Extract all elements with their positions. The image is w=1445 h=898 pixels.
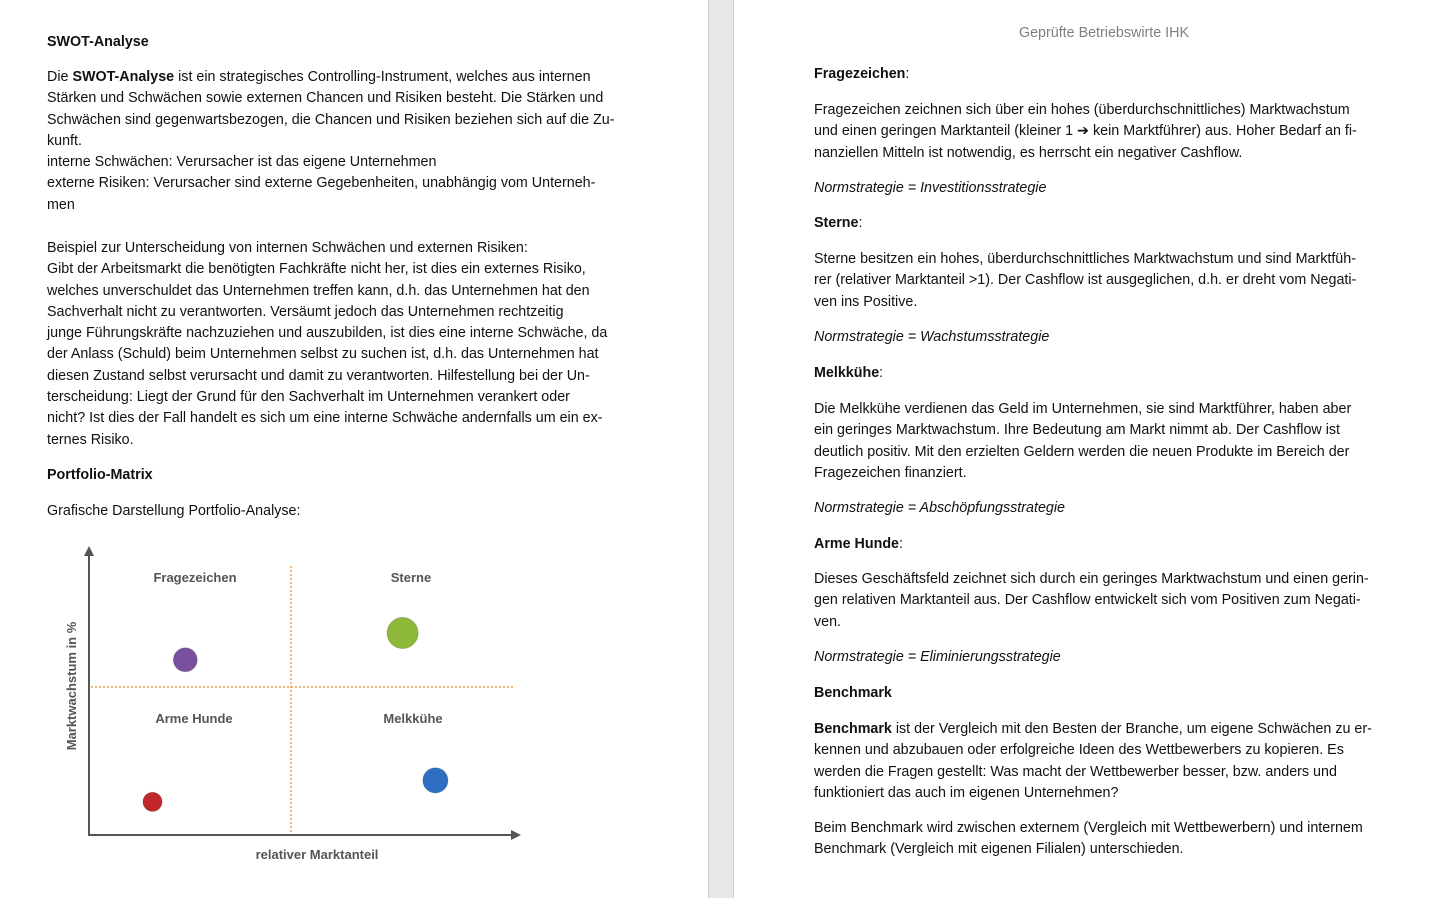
paragraph-line: deutlich positiv. Mit den erzielten Geldern werden die neuen Produkte im Bereich der xyxy=(814,443,1350,460)
data-point-fragezeichen xyxy=(173,648,197,672)
example-line: welches unverschuldet das Unternehmen treffen kann, d.h. das Unternehmen hat den xyxy=(47,282,590,299)
paragraph-line: ein geringes Marktwachstum. Ihre Bedeutung am Markt nimmt ab. Der Cashflow ist xyxy=(814,422,1341,439)
paragraph-line: Die Melkkühe verdienen das Geld im Unternehmen, sie sind Marktführer, haben aber xyxy=(814,401,1352,417)
example-paragraph xyxy=(47,238,632,451)
swot-line xyxy=(47,67,632,88)
section-heading-melkkuehe xyxy=(814,363,1399,384)
section-heading-fragezeichen xyxy=(814,64,1399,85)
swot-line: men xyxy=(47,196,75,213)
swot-intro-rest: ist ein strategisches Controlling-Instrument, welches aus internen xyxy=(174,69,591,85)
swot-line: Schwächen sind gegenwartsbezogen, die Chancen und Risiken beziehen sich auf die Zu- xyxy=(47,111,615,128)
swot-line: Stärken und Schwächen sowie externen Chancen und Risiken besteht. Die Stärken und xyxy=(47,90,604,107)
portfolio-matrix-chart xyxy=(55,540,535,870)
portfolio-heading: Portfolio-Matrix xyxy=(47,467,153,483)
paragraph-line: Beim Benchmark wird zwischen externem (Vergleich mit Wettbewerbern) und internem xyxy=(814,820,1363,836)
heading-text: Melkkühe xyxy=(814,365,880,381)
y-axis-label: Marktwachstum in % xyxy=(64,621,79,751)
swot-paragraph xyxy=(47,67,632,216)
benchmark-line1-rest: ist der Vergleich mit den Besten der Branche, um eigene Schwächen zu er- xyxy=(891,721,1372,737)
heading-text: Sterne xyxy=(814,215,859,231)
paragraph-line: funktioniert das auch im eigenen Unternehmen? xyxy=(814,784,1119,801)
quadrant-label-melkkuehe: Melkkühe xyxy=(383,711,443,726)
document-page-right xyxy=(734,0,1445,898)
benchmark-paragraph-2 xyxy=(814,818,1399,861)
example-line: der Anlass (Schuld) beim Unternehmen selbst zu suchen ist, d.h. das Unternehmen hat xyxy=(47,346,599,363)
heading-colon: : xyxy=(905,66,910,82)
portfolio-intro: Grafische Darstellung Portfolio-Analyse: xyxy=(47,503,301,519)
paragraph-line: Benchmark (Vergleich mit eigenen Filialen) unterschieden. xyxy=(814,841,1184,858)
swot-line: externe Risiken: Verursacher sind externe Gegebenheiten, unabhängig vom Unterneh- xyxy=(47,175,596,192)
data-point-melkkuehe xyxy=(423,768,448,793)
paragraph-line: nanziellen Mitteln ist notwendig, es herrscht ein negativer Cashflow. xyxy=(814,144,1243,161)
section-heading-sterne xyxy=(814,213,1399,234)
x-axis-label: relativer Marktanteil xyxy=(255,847,379,862)
data-point-sterne xyxy=(387,617,418,648)
example-line: ternes Risiko. xyxy=(47,431,134,448)
document-page-left xyxy=(0,0,708,898)
normstrategie-sterne: Normstrategie = Wachstumsstrategie xyxy=(814,329,1050,345)
arme-hunde-paragraph xyxy=(814,569,1399,633)
paragraph-line: kennen und abzubauen oder erfolgreiche Ideen des Wettbewerbers zu kopieren. Es xyxy=(814,742,1344,759)
heading-text: Arme Hunde xyxy=(814,536,899,552)
paragraph-line xyxy=(814,719,1399,740)
paragraph-line: gen relativen Marktanteil aus. Der Cashflow entwickelt sich vom Positiven zum Negati- xyxy=(814,592,1361,609)
swot-intro-bold: SWOT-Analyse xyxy=(72,69,175,85)
y-axis-arrowhead xyxy=(84,546,94,556)
running-header: Geprüfte Betriebswirte IHK xyxy=(1018,25,1190,41)
swot-line: interne Schwächen: Verursacher ist das eigene Unternehmen xyxy=(47,154,437,171)
quadrant-label-fragezeichen: Fragezeichen xyxy=(153,570,237,585)
quadrant-label-sterne: Sterne xyxy=(390,570,432,585)
heading-colon: : xyxy=(879,365,884,381)
example-line: Beispiel zur Unterscheidung von internen Schwächen und externen Risiken: xyxy=(47,240,528,256)
benchmark-paragraph xyxy=(814,719,1399,804)
data-point-arme-hunde xyxy=(143,792,162,811)
example-line: Gibt der Arbeitsmarkt die benötigten Fachkräfte nicht her, ist dies ein externes Risiko, xyxy=(47,261,586,278)
example-line: nicht? Ist dies der Fall handelt es sich um eine interne Schwäche andernfalls um ein ex- xyxy=(47,410,603,427)
swot-line: kunft. xyxy=(47,132,82,149)
heading-colon: : xyxy=(899,536,903,552)
quadrant-label-arme-hunde: Arme Hunde xyxy=(155,711,233,726)
fragezeichen-paragraph xyxy=(814,100,1399,164)
paragraph-line: ven ins Positive. xyxy=(814,293,918,310)
paragraph-line: Fragezeichen finanziert. xyxy=(814,464,967,481)
paragraph-line: werden die Fragen gestellt: Was macht der Wettbewerber besser, bzw. anders und xyxy=(814,763,1337,780)
page-gutter xyxy=(708,0,734,898)
normstrategie-fragezeichen: Normstrategie = Investitionsstrategie xyxy=(814,180,1047,196)
section-heading-benchmark: Benchmark xyxy=(814,685,892,701)
heading-colon: : xyxy=(858,215,863,231)
paragraph-line: und einen geringen Marktanteil (kleiner 1 ➔ kein Marktführer) aus. Hoher Bedarf an fi- xyxy=(814,123,1357,140)
x-axis-arrowhead xyxy=(511,830,521,840)
swot-intro-prefix: Die xyxy=(47,69,73,85)
swot-heading: SWOT-Analyse xyxy=(47,34,149,50)
example-line: Sachverhalt nicht zu verantworten. Versäumt jedoch das Unternehmen rechtzeitig xyxy=(47,303,564,320)
paragraph-line: Sterne besitzen ein hohes, überdurchschnittliches Marktwachstum und sind Marktfüh- xyxy=(814,251,1356,267)
paragraph-line: ven. xyxy=(814,613,842,630)
paragraph-line: Fragezeichen zeichnen sich über ein hohes (überdurchschnittliches) Marktwachstum xyxy=(814,102,1350,118)
normstrategie-melkkuehe: Normstrategie = Abschöpfungsstrategie xyxy=(814,500,1065,516)
example-line: terscheidung: Liegt der Grund für den Sachverhalt im Unternehmen verankert oder xyxy=(47,389,570,406)
example-line: junge Führungskräfte nachzuziehen und auszubilden, ist dies eine interne Schwäche, da xyxy=(47,325,608,342)
section-heading-arme-hunde xyxy=(814,534,1399,555)
paragraph-line: Dieses Geschäftsfeld zeichnet sich durch ein geringes Marktwachstum und einen gerin- xyxy=(814,571,1369,587)
paragraph-line: rer (relativer Marktanteil >1). Der Cashflow ist ausgeglichen, d.h. er dreht vom Negati- xyxy=(814,272,1357,289)
heading-text: Fragezeichen xyxy=(814,66,906,82)
melkkuehe-paragraph xyxy=(814,399,1399,484)
example-line: diesen Zustand selbst verursacht und damit zu verantworten. Hilfestellung bei der Un- xyxy=(47,367,590,384)
normstrategie-arme-hunde: Normstrategie = Eliminierungsstrategie xyxy=(814,649,1061,665)
benchmark-bold: Benchmark xyxy=(814,721,892,737)
sterne-paragraph xyxy=(814,249,1399,313)
